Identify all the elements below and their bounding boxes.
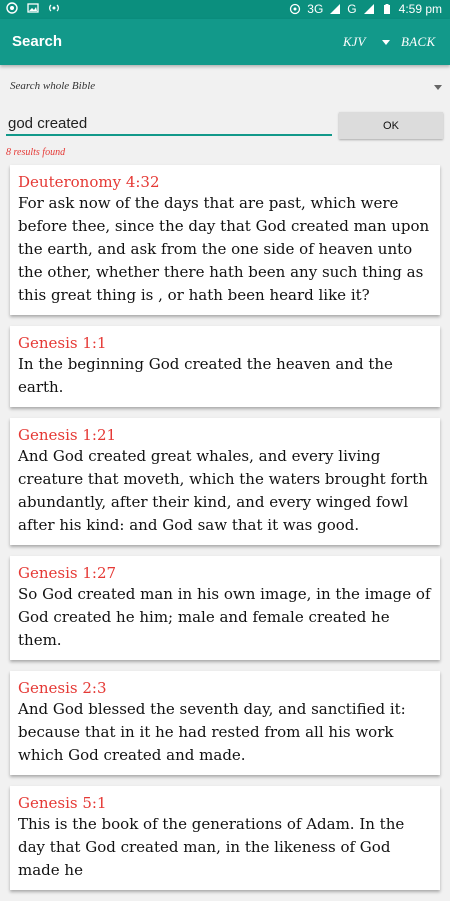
carrier-signal-label: G	[347, 2, 357, 16]
signal-icon	[329, 3, 341, 15]
verse-text: So God created man in his own image, in the image of God created he him; male and female created he them.	[18, 585, 431, 649]
search-scope-label: Search whole Bible	[10, 80, 96, 92]
chevron-down-icon	[434, 85, 442, 90]
network-type: 3G	[307, 2, 324, 16]
signal-icon	[363, 3, 375, 15]
hotspot-icon	[48, 2, 60, 14]
verse-reference[interactable]: Genesis 1:1	[18, 334, 107, 352]
image-icon	[27, 2, 39, 14]
search-scope-dropdown[interactable]	[0, 70, 450, 104]
verse-reference[interactable]: Genesis 1:27	[18, 564, 117, 582]
results-count: 8 results found	[6, 147, 66, 158]
verse-text: For ask now of the days that are past, which were before thee, since the day that God created man upon the earth, and ask from the one side of heaven unto the other, whether there hath been any such thing as this great thing is , or hath been heard like it?	[18, 194, 430, 304]
result-card[interactable]	[10, 418, 440, 545]
page-title: Search	[12, 33, 63, 50]
verse-reference[interactable]: Genesis 1:21	[18, 426, 117, 444]
status-time: 4:59 pm	[398, 2, 442, 16]
verse-text: And God created great whales, and every living creature that moveth, which the waters brought forth abundantly, after their kind, and every winged fowl after his kind: and God saw that it was good.	[18, 447, 428, 534]
result-card[interactable]	[10, 556, 440, 660]
back-button[interactable]: BACK	[401, 34, 436, 49]
results-list	[10, 165, 440, 901]
status-bar	[0, 0, 450, 19]
version-selector[interactable]: KJV	[343, 34, 366, 49]
whatsapp-icon	[6, 2, 18, 14]
verse-reference[interactable]: Deuteronomy 4:32	[18, 173, 160, 191]
result-card[interactable]	[10, 786, 440, 890]
verse-text: In the beginning God created the heaven and the earth.	[18, 355, 393, 396]
verse-text: This is the book of the generations of Adam. In the day that God created man, in the likeness of God made he	[18, 815, 405, 879]
app-bar	[0, 19, 450, 65]
verse-reference[interactable]: Genesis 5:1	[18, 794, 107, 812]
data-sync-icon	[289, 3, 301, 15]
chevron-down-icon[interactable]	[382, 40, 390, 45]
ok-button[interactable]: OK	[339, 112, 443, 139]
battery-icon	[381, 3, 393, 15]
search-input[interactable]	[6, 112, 332, 136]
result-card[interactable]	[10, 326, 440, 407]
result-card[interactable]	[10, 671, 440, 775]
verse-text: And God blessed the seventh day, and sanctified it: because that in it he had rested from all his work which God created and made.	[18, 700, 406, 764]
verse-reference[interactable]: Genesis 2:3	[18, 679, 107, 697]
result-card[interactable]	[10, 165, 440, 315]
